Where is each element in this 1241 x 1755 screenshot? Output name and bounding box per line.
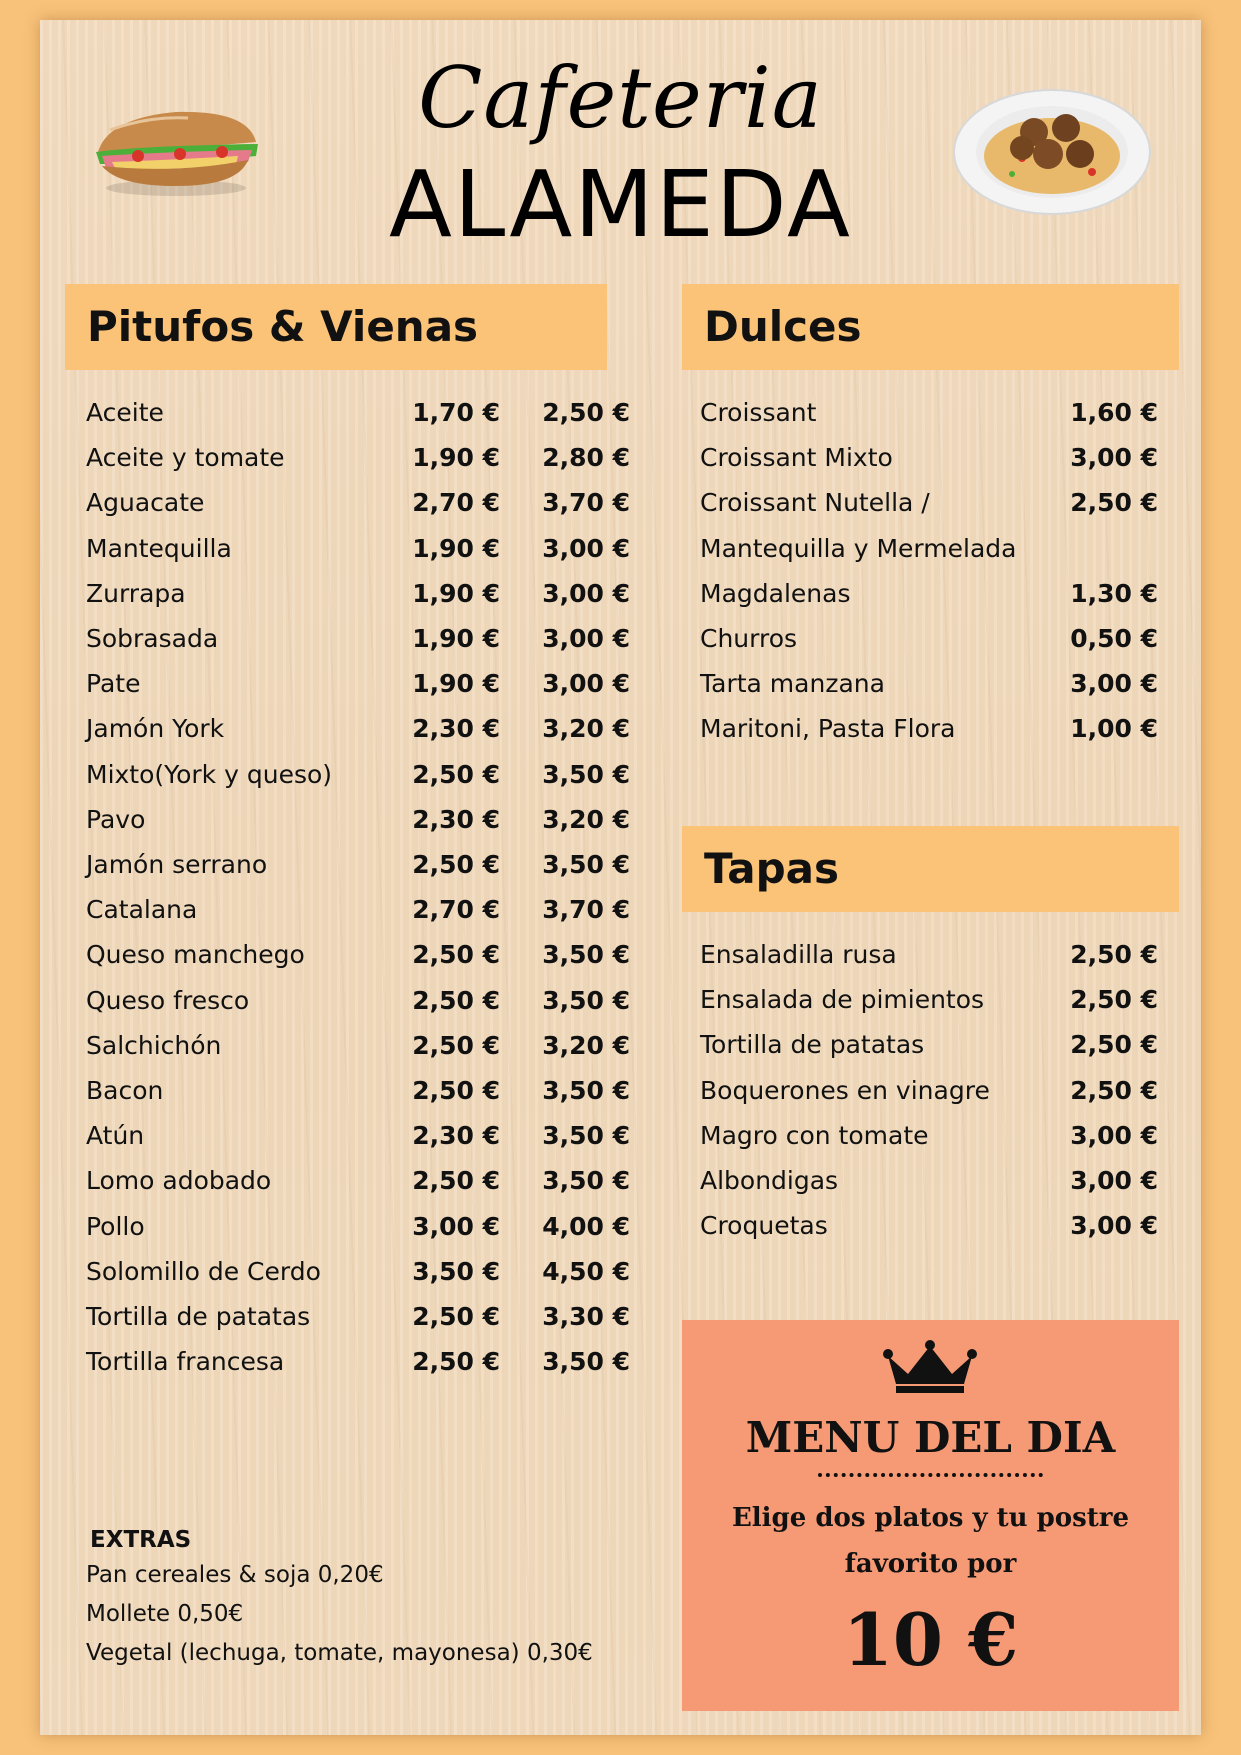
item-name: Mantequilla y Mermelada [700, 533, 1017, 563]
item-price: 3,00 € [1070, 1120, 1158, 1150]
item-name: Catalana [86, 895, 198, 925]
item-name: Ensaladilla rusa [700, 940, 897, 969]
menu-item-row [700, 388, 1158, 438]
menu-item-row [86, 976, 646, 1026]
item-name: Pavo [86, 804, 146, 834]
item-price: 3,00 € [1070, 1166, 1158, 1195]
item-name: Albondigas [700, 1166, 839, 1195]
menu-item-row [700, 569, 1158, 619]
item-name: Tortilla de patatas [86, 1302, 311, 1331]
item-name: Magro con tomate [700, 1120, 929, 1150]
menu-item-row [700, 659, 1158, 709]
item-name: Queso fresco [86, 985, 250, 1015]
item-price-large: 3,50 € [542, 1076, 630, 1105]
item-price-small: 1,90 € [412, 443, 500, 473]
item-price-small: 2,30 € [412, 1121, 500, 1151]
item-price: 0,50 € [1070, 624, 1158, 653]
item-name: Pate [86, 669, 141, 699]
item-price-large: 3,50 € [542, 1347, 630, 1377]
item-price: 2,50 € [1070, 985, 1158, 1015]
item-name: Bacon [86, 1076, 164, 1105]
item-name: Boquerones en vinagre [700, 1075, 990, 1105]
item-price-large: 3,20 € [542, 714, 630, 744]
menu-item-row [700, 1111, 1158, 1161]
item-name: Jamón York [86, 714, 225, 744]
item-price-large: 3,50 € [542, 759, 630, 789]
menu-item-row [86, 433, 646, 483]
item-price-small: 2,30 € [412, 804, 500, 834]
item-price-large: 3,00 € [542, 533, 630, 563]
menu-item-row [86, 704, 646, 754]
item-price: 2,50 € [1070, 1030, 1158, 1060]
item-price-large: 2,50 € [542, 398, 630, 427]
item-price-small: 2,50 € [412, 1076, 500, 1105]
item-name: Pollo [86, 1211, 145, 1241]
item-price-small: 1,90 € [412, 533, 500, 563]
section-header-pitufos: Pitufos & Vienas [65, 284, 607, 370]
item-price-small: 2,50 € [412, 850, 500, 879]
item-price-small: 2,70 € [412, 488, 500, 518]
item-price-small: 1,90 € [412, 669, 500, 699]
brand-script-title: Cafeteria [418, 49, 823, 147]
crown-icon [882, 1340, 978, 1394]
item-price-small: 3,00 € [412, 1211, 500, 1241]
item-name: Queso manchego [86, 940, 305, 970]
item-price-large: 3,50 € [542, 985, 630, 1015]
item-price-small: 1,90 € [412, 578, 500, 608]
menu-item-row [86, 930, 646, 980]
item-name: Solomillo de Cerdo [86, 1256, 321, 1286]
item-price: 2,50 € [1070, 488, 1158, 518]
item-name: Aceite y tomate [86, 443, 285, 473]
item-name: Churros [700, 624, 798, 653]
item-price: 1,60 € [1070, 398, 1158, 427]
menu-item-row [86, 1292, 646, 1342]
menu-item-row [86, 478, 646, 528]
item-price-large: 3,00 € [542, 624, 630, 653]
item-name: Lomo adobado [86, 1166, 272, 1196]
item-name: Ensalada de pimientos [700, 985, 985, 1015]
item-price-small: 2,50 € [412, 1030, 500, 1060]
dotted-divider [818, 1473, 1043, 1477]
item-name: Sobrasada [86, 624, 219, 653]
item-name: Zurrapa [86, 578, 186, 608]
menu-item-row [86, 388, 646, 438]
menu-item-row [86, 795, 646, 845]
item-name: Maritoni, Pasta Flora [700, 714, 956, 744]
item-price-large: 3,50 € [542, 850, 630, 879]
menu-item-row [700, 930, 1158, 980]
extras-line: Vegetal (lechuga, tomate, mayonesa) 0,30€ [86, 1640, 593, 1666]
item-price-large: 3,00 € [542, 669, 630, 699]
menu-page [40, 20, 1201, 1735]
menu-item-row [86, 1247, 646, 1297]
menu-item-row [700, 704, 1158, 754]
item-price: 2,50 € [1070, 1075, 1158, 1105]
menu-item-row [86, 1337, 646, 1387]
item-price-large: 2,80 € [542, 443, 630, 473]
item-name: Aceite [86, 398, 164, 427]
menu-del-dia-price: 10 € [842, 1597, 1019, 1682]
item-price-small: 3,50 € [412, 1256, 500, 1286]
item-name: Magdalenas [700, 578, 851, 608]
menu-item-row [86, 885, 646, 935]
item-price: 3,00 € [1070, 1211, 1158, 1241]
item-name: Jamón serrano [86, 850, 268, 879]
item-name: Croissant [700, 398, 817, 427]
menu-item-row [86, 840, 646, 890]
item-name: Tortilla de patatas [700, 1030, 925, 1060]
menu-item-row [700, 478, 1158, 528]
item-price: 2,50 € [1070, 940, 1158, 969]
item-price-large: 3,50 € [542, 1121, 630, 1151]
menu-item-row [700, 433, 1158, 483]
item-price-large: 3,20 € [542, 804, 630, 834]
menu-item-row [700, 1020, 1158, 1070]
item-name: Mantequilla [86, 533, 232, 563]
item-price-small: 2,50 € [412, 940, 500, 970]
item-price-small: 2,50 € [412, 1302, 500, 1331]
menu-item-row [700, 614, 1158, 664]
menu-item-row [86, 569, 646, 619]
item-name: Croissant Nutella / [700, 488, 930, 518]
item-price-large: 3,50 € [542, 940, 630, 970]
menu-desc-line: Elige dos platos y tu postre [731, 1503, 1130, 1533]
item-name: Atún [86, 1121, 145, 1151]
menu-item-row [86, 1066, 646, 1116]
item-price-large: 3,70 € [542, 488, 630, 518]
item-price-small: 2,50 € [412, 1166, 500, 1196]
item-price-large: 4,00 € [542, 1211, 630, 1241]
extras-title: EXTRAS [90, 1527, 192, 1553]
item-price: 1,30 € [1070, 578, 1158, 608]
item-price-large: 3,00 € [542, 578, 630, 608]
item-name: Croissant Mixto [700, 443, 893, 473]
extras-line: Pan cereales & soja 0,20€ [86, 1562, 384, 1588]
menu-item-row [700, 975, 1158, 1025]
item-name: Tortilla francesa [86, 1347, 285, 1377]
item-name: Mixto(York y queso) [86, 759, 333, 789]
item-price-small: 2,70 € [412, 895, 500, 925]
menu-item-row [86, 524, 646, 574]
item-name: Tarta manzana [700, 669, 885, 699]
extras-line: Mollete 0,50€ [86, 1601, 244, 1627]
item-name: Salchichón [86, 1030, 222, 1060]
item-price-large: 3,50 € [542, 1166, 630, 1196]
menu-item-row [700, 1201, 1158, 1251]
menu-item-row [86, 659, 646, 709]
item-price: 3,00 € [1070, 443, 1158, 473]
section-header-tapas: Tapas [682, 826, 1179, 912]
menu-item-row [700, 524, 1158, 574]
item-price-small: 2,50 € [412, 1347, 500, 1377]
item-name: Croquetas [700, 1211, 828, 1241]
menu-item-row [86, 1202, 646, 1252]
brand-name: ALAMEDA [389, 151, 852, 258]
item-price-small: 1,90 € [412, 624, 500, 653]
item-price-small: 2,50 € [412, 985, 500, 1015]
menu-item-row [86, 1156, 646, 1206]
menu-item-row [86, 1021, 646, 1071]
item-price-small: 2,50 € [412, 759, 500, 789]
item-price-small: 1,70 € [412, 398, 500, 427]
menu-item-row [86, 1111, 646, 1161]
menu-del-dia-title: MENU DEL DIA [745, 1413, 1116, 1462]
menu-del-dia-description [702, 1495, 1159, 1587]
item-price-large: 3,20 € [542, 1030, 630, 1060]
menu-item-row [700, 1156, 1158, 1206]
item-price-small: 2,30 € [412, 714, 500, 744]
menu-item-row [86, 750, 646, 800]
item-price-large: 3,70 € [542, 895, 630, 925]
menu-desc-line: favorito por [844, 1549, 1017, 1579]
menu-item-row [86, 614, 646, 664]
section-header-dulces: Dulces [682, 284, 1179, 370]
item-price-large: 3,30 € [542, 1302, 630, 1331]
menu-del-dia-box [682, 1320, 1179, 1711]
item-name: Aguacate [86, 488, 205, 518]
menu-item-row [700, 1066, 1158, 1116]
item-price: 3,00 € [1070, 669, 1158, 699]
item-price-large: 4,50 € [542, 1256, 630, 1286]
item-price: 1,00 € [1070, 714, 1158, 744]
